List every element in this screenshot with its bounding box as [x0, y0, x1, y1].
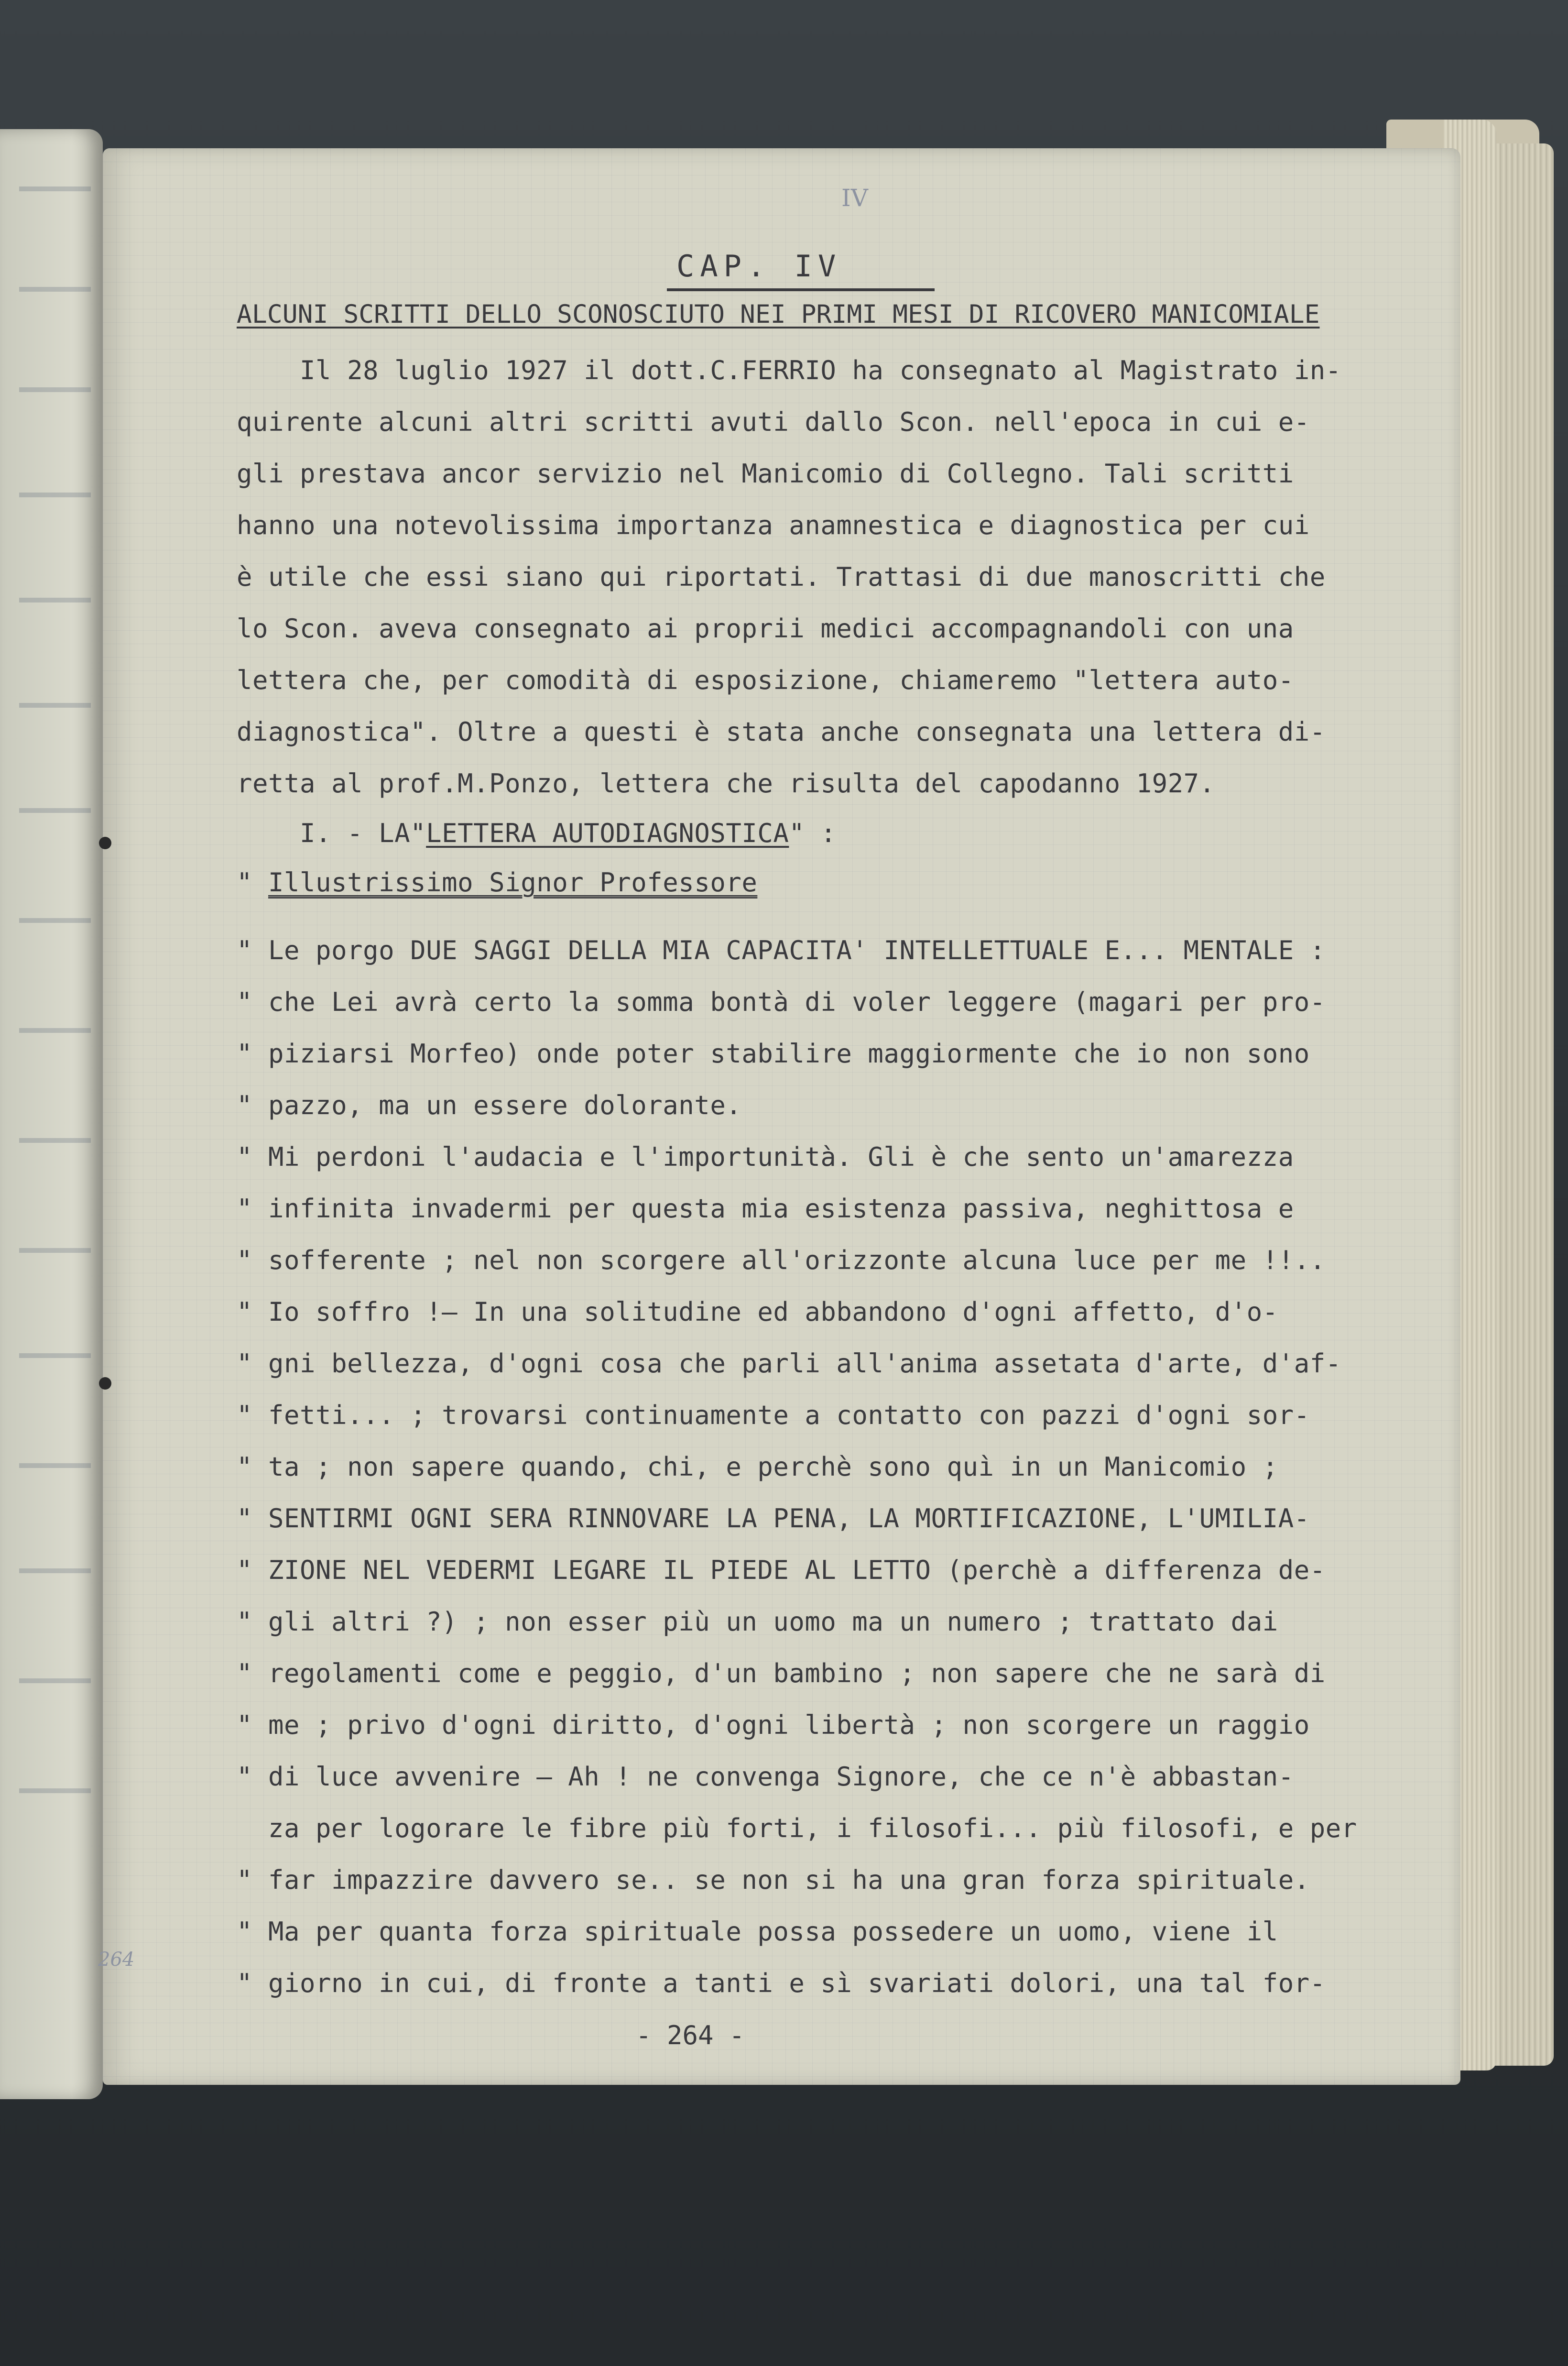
letter-line: " Le porgo DUE SAGGI DELLA MIA CAPACITA' INTELLETTUALE E... MENTALE :	[237, 935, 1326, 965]
intro-line: retta al prof.M.Ponzo, lettera che risulta del capodanno 1927.	[237, 768, 1215, 799]
salutation-quote: "	[237, 867, 269, 898]
chapter-heading: ALCUNI SCRITTI DELLO SCONOSCIUTO NEI PRIMI MESI DI RICOVERO MANICOMIALE	[237, 300, 1320, 329]
letter-line: " Io soffro !— In una solitudine ed abbandono d'ogni affetto, d'o-	[237, 1297, 1278, 1327]
chapter-underline	[667, 288, 935, 291]
intro-line: gli prestava ancor servizio nel Manicomio di Collegno. Tali scritti	[237, 459, 1294, 489]
letter-line: " Ma per quanta forza spirituale possa possedere un uomo, viene il	[237, 1917, 1278, 1947]
letter-line: " di luce avvenire — Ah ! ne convenga Signore, che ce n'è abbastan-	[237, 1762, 1294, 1792]
intro-line: è utile che essi siano qui riportati. Trattasi di due manoscritti che	[237, 562, 1326, 592]
intro-line: lo Scon. aveva consegnato ai proprii medici accompagnandoli con una	[237, 613, 1294, 644]
left-page-number: 264	[98, 1949, 135, 1971]
letter-line: " ta ; non sapere quando, chi, e perchè sono quì in un Manicomio ;	[237, 1452, 1278, 1482]
letter-line: " me ; privo d'ogni diritto, d'ogni libertà ; non scorgere un raggio	[237, 1710, 1310, 1740]
intro-line: hanno una notevolissima importanza anamnestica e diagnostica per cui	[237, 510, 1310, 540]
letter-line: " che Lei avrà certo la somma bontà di voler leggere (magari per pro-	[237, 987, 1326, 1017]
letter-line: " infinita invadermi per questa mia esistenza passiva, neghittosa e	[237, 1194, 1294, 1224]
section-title-prefix: I. - LA"	[237, 818, 426, 848]
letter-line: " piziarsi Morfeo) onde poter stabilire maggiormente che io non sono	[237, 1039, 1310, 1069]
page-number: - 264 -	[636, 2020, 745, 2050]
letter-line: " gli altri ?) ; non esser più un uomo ma un numero ; trattato dai	[237, 1607, 1278, 1637]
letter-line: " fetti... ; trovarsi continuamente a contatto con pazzi d'ogni sor-	[237, 1400, 1310, 1430]
salutation: Illustrissimo Signor Professore	[268, 867, 758, 898]
intro-line: Il 28 luglio 1927 il dott.C.FERRIO ha consegnato al Magistrato in-	[237, 355, 1341, 385]
section-title-underlined: LETTERA AUTODIAGNOSTICA	[426, 818, 789, 848]
intro-line: diagnostica". Oltre a questi è stata anche consegnata una lettera di-	[237, 717, 1326, 747]
letter-line: " pazzo, ma un essere dolorante.	[237, 1090, 742, 1120]
letter-line: " ZIONE NEL VEDERMI LEGARE IL PIEDE AL LETTO (perchè a differenza de-	[237, 1555, 1326, 1585]
letter-line: " Mi perdoni l'audacia e l'importunità. Gli è che sento un'amarezza	[237, 1142, 1294, 1172]
pencil-page-mark: IV	[841, 184, 868, 212]
letter-line: " far impazzire davvero se.. se non si ha una gran forza spirituale.	[237, 1865, 1310, 1895]
intro-line: lettera che, per comodità di esposizione, chiameremo "lettera auto-	[237, 665, 1294, 695]
letter-line: " gni bellezza, d'ogni cosa che parli all'anima assetata d'arte, d'af-	[237, 1348, 1341, 1379]
salutation-line	[237, 868, 757, 897]
letter-line: " regolamenti come e peggio, d'un bambino ; non sapere che ne sarà di	[237, 1658, 1326, 1688]
intro-line: quirente alcuni altri scritti avuti dallo Scon. nell'epoca in cui e-	[237, 407, 1310, 437]
letter-line: " sofferente ; nel non scorgere all'orizzonte alcuna luce per me !!..	[237, 1245, 1326, 1275]
chapter-title: CAP. IV	[676, 249, 842, 284]
letter-line: " SENTIRMI OGNI SERA RINNOVARE LA PENA, LA MORTIFICAZIONE, L'UMILIA-	[237, 1503, 1310, 1534]
section-title	[237, 819, 836, 848]
letter-line: " giorno in cui, di fronte a tanti e sì svariati dolori, una tal for-	[237, 1968, 1326, 1998]
letter-line: za per logorare le fibre più forti, i filosofi... più filosofi, e per	[237, 1813, 1357, 1843]
section-title-suffix: " :	[789, 818, 837, 848]
